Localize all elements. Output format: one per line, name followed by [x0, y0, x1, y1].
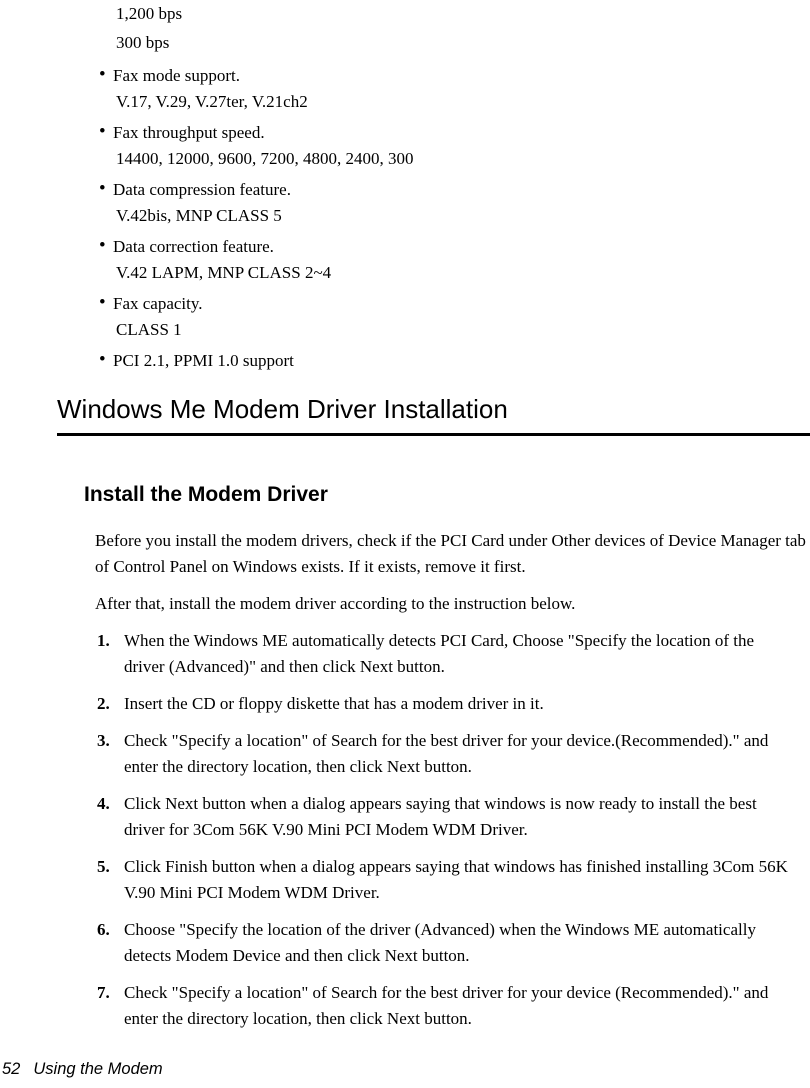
- spec-value-line: 300 bps: [116, 32, 170, 52]
- page-footer: [2, 1058, 163, 1080]
- spec-item-value: 14400, 12000, 9600, 7200, 4800, 2400, 300: [116, 148, 414, 168]
- step-item: [95, 917, 789, 969]
- bullet-icon: •: [99, 292, 106, 313]
- spec-item: [0, 63, 810, 114]
- step-number: 4.: [97, 794, 110, 813]
- step-number: 5.: [97, 857, 110, 876]
- spec-item-value: V.17, V.29, V.27ter, V.21ch2: [116, 91, 308, 111]
- spec-item-label: Fax capacity.: [113, 294, 203, 313]
- steps-list: [95, 628, 789, 1032]
- intro-paragraph: Before you install the modem drivers, check if the PCI Card under Other devices of Device Manager tab of Control Panel on Windows exists. If it exists, remove it first.: [95, 531, 806, 576]
- bullet-icon: •: [99, 178, 106, 199]
- step-item: [95, 728, 789, 780]
- subsection-title: Install the Modem Driver: [84, 483, 328, 506]
- intro-paragraph: After that, install the modem driver according to the instruction below.: [95, 594, 576, 613]
- step-text: Check "Specify a location" of Search for the best driver for your device.(Recommended)." and enter the directory location, then click Next button.: [124, 731, 769, 776]
- section-title: Windows Me Modem Driver Installation: [57, 394, 508, 424]
- spec-item: [0, 291, 810, 342]
- step-text: When the Windows ME automatically detects PCI Card, Choose "Specify the location of the driver (Advanced)" and then click Next button.: [124, 631, 755, 676]
- step-number: 2.: [97, 694, 110, 713]
- step-text: Choose "Specify the location of the driver (Advanced) when the Windows ME automatically detects Modem Device and then click Next button.: [124, 920, 756, 965]
- step-number: 7.: [97, 983, 110, 1002]
- spec-item: [0, 120, 810, 171]
- spec-item-label: Fax throughput speed.: [113, 123, 265, 142]
- step-item: [95, 691, 789, 717]
- bullet-icon: •: [99, 349, 106, 370]
- section-heading-block: [57, 394, 810, 436]
- step-number: 6.: [97, 920, 110, 939]
- bullet-icon: •: [99, 64, 106, 85]
- spec-item: [0, 177, 810, 228]
- step-number: 1.: [97, 631, 110, 650]
- step-item: [95, 980, 789, 1032]
- step-text: Click Next button when a dialog appears saying that windows is now ready to install the best driver for 3Com 56K V.90 Mini PCI Modem WDM Driver.: [124, 794, 757, 839]
- step-item: [95, 791, 789, 843]
- bullet-icon: •: [99, 235, 106, 256]
- spec-item-label: PCI 2.1, PPMI 1.0 support: [113, 351, 294, 370]
- step-item: [95, 854, 789, 906]
- step-text: Insert the CD or floppy diskette that has a modem driver in it.: [124, 694, 544, 713]
- spec-item-value: CLASS 1: [116, 319, 182, 339]
- spec-item-label: Fax mode support.: [113, 66, 241, 85]
- step-text: Click Finish button when a dialog appears saying that windows has finished installing 3Com 56K V.90 Mini PCI Modem WDM Driver.: [124, 857, 788, 902]
- spec-item-value: V.42bis, MNP CLASS 5: [116, 205, 282, 225]
- spec-item-value: V.42 LAPM, MNP CLASS 2~4: [116, 262, 332, 282]
- spec-item: [0, 348, 810, 374]
- spec-value-line: 1,200 bps: [116, 4, 183, 23]
- bullet-icon: •: [99, 121, 106, 142]
- spec-item-label: Data compression feature.: [113, 180, 291, 199]
- page-number: 52: [2, 1060, 21, 1078]
- step-number: 3.: [97, 731, 110, 750]
- spec-list: [0, 0, 810, 374]
- step-text: Check "Specify a location" of Search for the best driver for your device (Recommended)." and enter the directory location, then click Next button.: [124, 983, 769, 1028]
- spec-item: [0, 234, 810, 285]
- footer-title: Using the Modem: [33, 1060, 163, 1078]
- spec-item-label: Data correction feature.: [113, 237, 274, 256]
- step-item: [95, 628, 789, 680]
- instructions-block: [95, 528, 807, 1043]
